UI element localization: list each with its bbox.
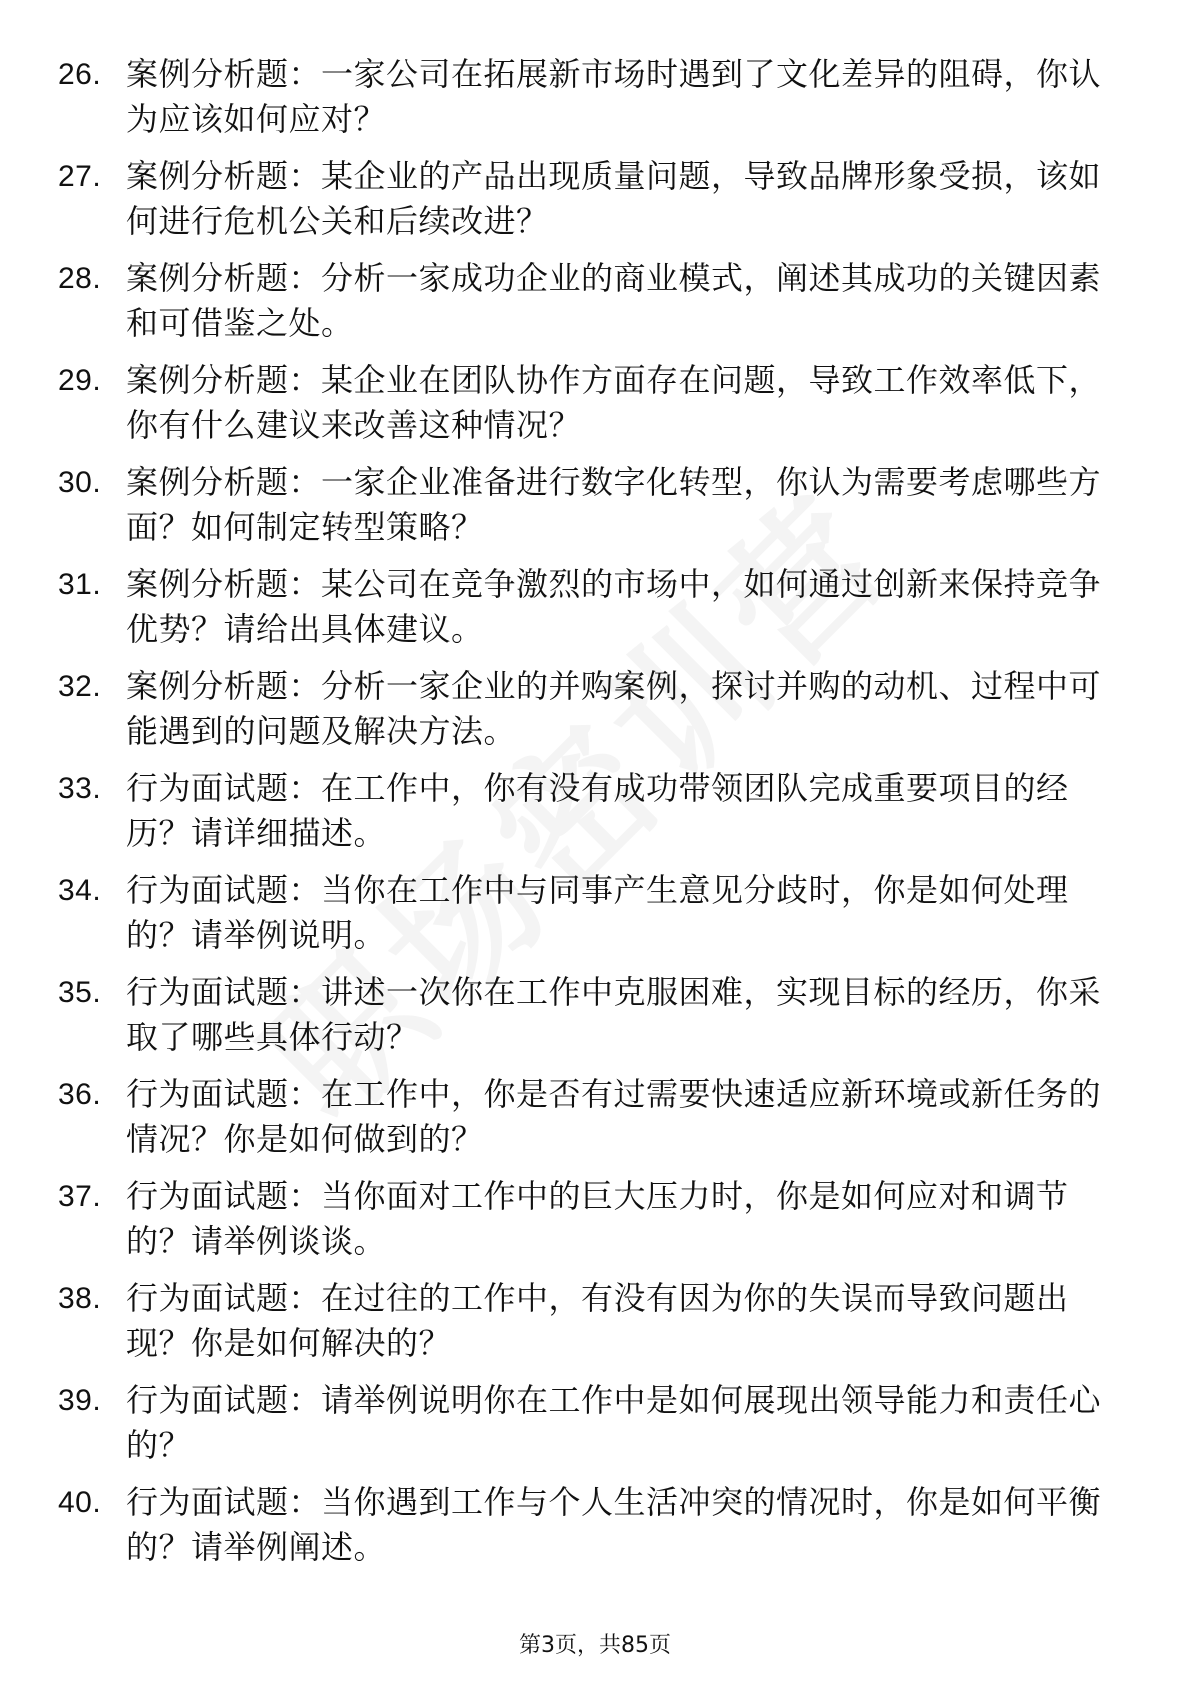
question-text: 行为面试题：在过往的工作中，有没有因为你的失误而导致问题出现？你是如何解决的？ (126, 1279, 1069, 1362)
question-number: 36. (58, 1078, 102, 1111)
question-number: 35. (58, 976, 102, 1009)
question-number: 28. (58, 262, 102, 295)
question-text: 行为面试题：当你在工作中与同事产生意见分歧时，你是如何处理的？请举例说明。 (126, 871, 1069, 954)
question-item-29 (58, 358, 1118, 448)
question-item-38 (58, 1276, 1118, 1366)
question-text: 行为面试题：在工作中，你有没有成功带领团队完成重要项目的经历？请详细描述。 (126, 769, 1069, 852)
question-number: 37. (58, 1180, 102, 1213)
question-number: 29. (58, 364, 102, 397)
question-text: 行为面试题：讲述一次你在工作中克服困难，实现目标的经历，你采取了哪些具体行动？ (126, 973, 1102, 1056)
page-footer (0, 1628, 1190, 1659)
question-item-31 (58, 562, 1118, 652)
question-text: 案例分析题：某公司在竞争激烈的市场中，如何通过创新来保持竞争优势？请给出具体建议。 (126, 565, 1102, 648)
question-item-30 (58, 460, 1118, 550)
question-item-33 (58, 766, 1118, 856)
question-number: 27. (58, 160, 102, 193)
question-text: 案例分析题：分析一家成功企业的商业模式，阐述其成功的关键因素和可借鉴之处。 (126, 259, 1102, 342)
question-text: 行为面试题：当你面对工作中的巨大压力时，你是如何应对和调节的？请举例谈谈。 (126, 1177, 1069, 1260)
question-number: 26. (58, 58, 102, 91)
question-item-34 (58, 868, 1118, 958)
question-text: 案例分析题：一家公司在拓展新市场时遇到了文化差异的阻碍，你认为应该如何应对？ (126, 55, 1102, 138)
question-text: 行为面试题：请举例说明你在工作中是如何展现出领导能力和责任心的？ (126, 1381, 1102, 1464)
question-text: 行为面试题：在工作中，你是否有过需要快速适应新环境或新任务的情况？你是如何做到的？ (126, 1075, 1102, 1158)
question-number: 31. (58, 568, 102, 601)
question-item-28 (58, 256, 1118, 346)
question-list (58, 52, 1118, 1582)
question-item-35 (58, 970, 1118, 1060)
page-number-label: 第3页，共85页 (519, 1633, 671, 1658)
question-item-36 (58, 1072, 1118, 1162)
question-text: 案例分析题：分析一家企业的并购案例，探讨并购的动机、过程中可能遇到的问题及解决方法。 (126, 667, 1102, 750)
question-text: 案例分析题：某企业的产品出现质量问题，导致品牌形象受损，该如何进行危机公关和后续改进？ (126, 157, 1102, 240)
question-item-39 (58, 1378, 1118, 1468)
question-item-26 (58, 52, 1118, 142)
question-item-40 (58, 1480, 1118, 1570)
question-number: 38. (58, 1282, 102, 1315)
question-number: 40. (58, 1486, 102, 1519)
question-number: 39. (58, 1384, 102, 1417)
question-text: 案例分析题：某企业在团队协作方面存在问题，导致工作效率低下，你有什么建议来改善这种情况？ (126, 361, 1102, 444)
question-text: 案例分析题：一家企业准备进行数字化转型，你认为需要考虑哪些方面？如何制定转型策略？ (126, 463, 1102, 546)
question-number: 30. (58, 466, 102, 499)
question-item-37 (58, 1174, 1118, 1264)
question-text: 行为面试题：当你遇到工作与个人生活冲突的情况时，你是如何平衡的？请举例阐述。 (126, 1483, 1102, 1566)
question-item-32 (58, 664, 1118, 754)
question-number: 33. (58, 772, 102, 805)
question-item-27 (58, 154, 1118, 244)
question-number: 32. (58, 670, 102, 703)
question-number: 34. (58, 874, 102, 907)
